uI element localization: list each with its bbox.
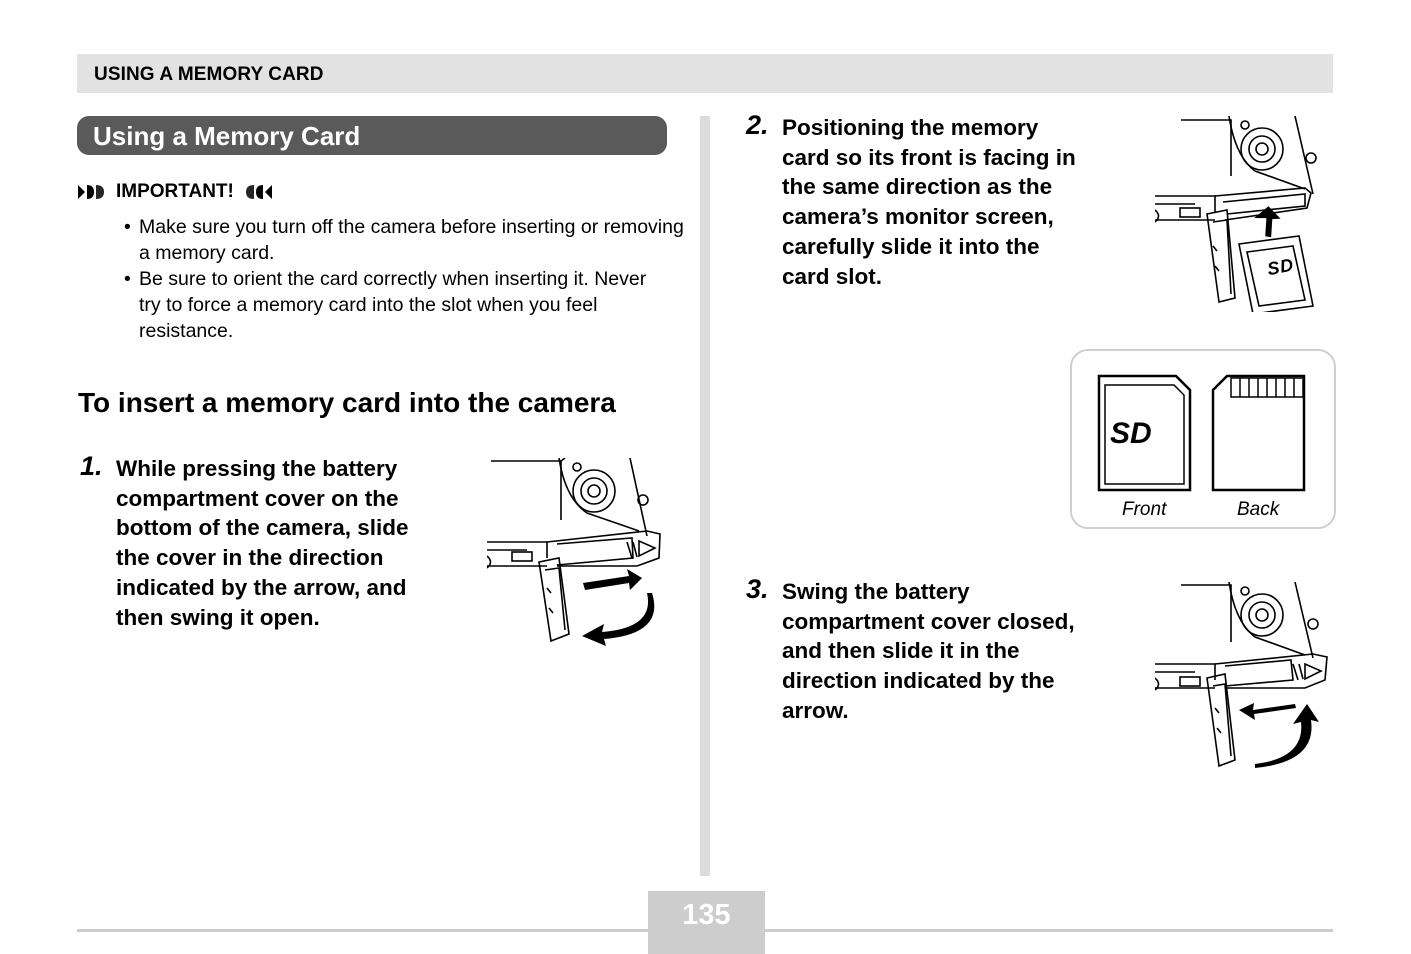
step-2-text bbox=[782, 113, 1076, 291]
step-2-line: Positioning the memory bbox=[782, 115, 1039, 140]
step-2-line: the same direction as the bbox=[782, 174, 1053, 200]
step-1-text bbox=[116, 454, 409, 632]
footer-rule-left bbox=[77, 929, 648, 932]
important-left-arrows-icon bbox=[78, 184, 110, 200]
sd-back-label: Back bbox=[1237, 499, 1280, 520]
important-label: IMPORTANT! bbox=[116, 181, 234, 202]
svg-text:S: S bbox=[1265, 257, 1282, 280]
step-3-number: 3. bbox=[746, 574, 769, 604]
card-insert-illustration bbox=[1155, 116, 1330, 312]
step-3-line: direction indicated by the bbox=[782, 668, 1055, 694]
step-1-line: bottom of the camera, slide bbox=[116, 515, 409, 541]
step-2-line: card so its front is facing in bbox=[782, 144, 1076, 170]
sd-logo: SD bbox=[1110, 417, 1152, 450]
important-right-arrows-icon bbox=[240, 184, 272, 200]
step-2-line: card slot. bbox=[782, 263, 883, 289]
step-3-line: compartment cover closed, bbox=[782, 608, 1075, 634]
column-divider bbox=[700, 116, 710, 876]
page-number: 135 bbox=[682, 899, 731, 931]
step-1-line: the cover in the direction bbox=[116, 545, 384, 571]
step-2-line: carefully slide it into the bbox=[782, 233, 1040, 259]
step-1-line: indicated by the arrow, and bbox=[116, 574, 407, 600]
camera-cover-open-illustration bbox=[487, 458, 667, 646]
step-3-line: Swing the battery bbox=[782, 579, 970, 604]
important-bullet-2: • Be sure to orient the card correctly when inserting it. Never try to force a memory card into the slot when you feel resistance. bbox=[122, 266, 669, 344]
step-2-line: camera’s monitor screen, bbox=[782, 204, 1054, 230]
running-header bbox=[77, 54, 1333, 93]
important-heading bbox=[78, 181, 272, 203]
page-number-box bbox=[648, 891, 765, 954]
camera-cover-close-illustration bbox=[1155, 582, 1331, 772]
procedure-heading: To insert a memory card into the camera bbox=[78, 387, 616, 418]
sd-card-front bbox=[1096, 373, 1194, 495]
section-title-bar bbox=[77, 116, 667, 155]
step-1-line: While pressing the battery bbox=[116, 456, 398, 481]
step-3-line: and then slide it in the bbox=[782, 638, 1020, 664]
step-2-number: 2. bbox=[746, 110, 769, 140]
step-1-number: 1. bbox=[80, 451, 103, 481]
running-header-title: USING A MEMORY CARD bbox=[94, 64, 324, 85]
step-1-line: compartment cover on the bbox=[116, 485, 399, 511]
sd-card-back bbox=[1210, 373, 1308, 495]
step-1-line: then swing it open. bbox=[116, 604, 320, 630]
sd-card-orientation-box bbox=[1070, 349, 1336, 529]
important-bullet-list bbox=[122, 214, 682, 344]
step-3-text bbox=[782, 577, 1075, 726]
footer-rule-right bbox=[765, 929, 1333, 932]
svg-text:D: D bbox=[1278, 254, 1295, 277]
important-bullet-1: • Make sure you turn off the camera before inserting or removing a memory card. bbox=[122, 214, 684, 266]
section-title: Using a Memory Card bbox=[93, 121, 361, 151]
step-3-line: arrow. bbox=[782, 697, 849, 723]
sd-front-label: Front bbox=[1122, 499, 1167, 520]
